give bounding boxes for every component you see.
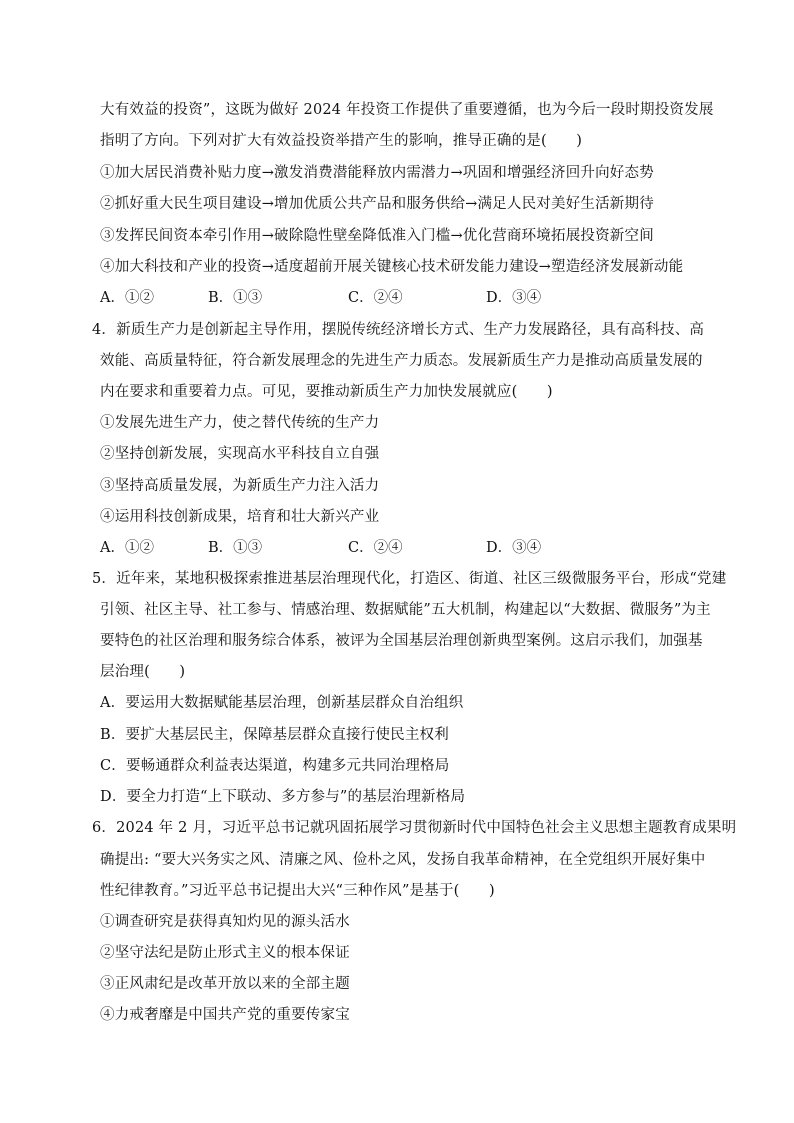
q4-stem-line: 内在要求和重要着力点。可见，要推动新质生产力加快发展就应( ): [100, 384, 553, 400]
q5-stem-line: 5．近年来，某地积极探索推进基层治理现代化，打造区、街道、社区三级微服务平台，形成“党建: [92, 571, 727, 587]
q4-choices: [100, 538, 660, 558]
q3-statement: ②抓好重大民生项目建设→增加优质公共产品和服务供给→满足人民对美好生活新期待: [100, 196, 654, 212]
q6-statement: ②坚守法纪是防止形式主义的根本保证: [100, 945, 350, 961]
q6-statement: ①调查研究是获得真知灼见的源头活水: [100, 914, 350, 930]
choice-c[interactable]: C．②④: [348, 540, 403, 556]
q3-statement: ①加大居民消费补贴力度→激发消费潜能释放内需潜力→巩固和增强经济回升向好态势: [100, 165, 654, 181]
q3-statement: ④加大科技和产业的投资→适度超前开展关键核心技术研发能力建设→塑造经济发展新动能: [100, 259, 684, 275]
q3-stem-line: 指明了方向。下列对扩大有效益投资举措产生的影响，推导正确的是( ): [100, 133, 583, 149]
q5-stem-line: 层治理( ): [100, 664, 186, 680]
choice-d[interactable]: D．要全力打造“上下联动、多方参与”的基层治理新格局: [100, 789, 466, 805]
q3-choices: [100, 288, 660, 308]
choice-d[interactable]: D．③④: [486, 540, 542, 556]
choice-a[interactable]: A．①②: [100, 540, 154, 556]
q4-stem-line: 4．新质生产力是创新起主导作用，摆脱传统经济增长方式、生产力发展路径，具有高科技、高: [92, 322, 705, 338]
q4-statement: ②坚持创新发展，实现高水平科技自立自强: [100, 446, 380, 462]
choice-b[interactable]: B．要扩大基层民主，保障基层群众直接行使民主权利: [100, 727, 449, 743]
q5-stem-line: 要特色的社区治理和服务综合体系，被评为全国基层治理创新典型案例。这启示我们，加强基: [100, 633, 703, 649]
choice-b[interactable]: B．①③: [208, 540, 263, 556]
choice-c[interactable]: C．②④: [348, 290, 403, 306]
q6-stem-line: 6．2024 年 2 月，习近平总书记就巩固拓展学习贯彻新时代中国特色社会主义思想主题教育成果明: [92, 820, 737, 836]
q3-stem-line: 大有效益的投资”，这既为做好 2024 年投资工作提供了重要遵循，也为今后一段时期投资发展: [100, 102, 714, 118]
choice-a[interactable]: A．要运用大数据赋能基层治理，创新基层群众自治组织: [100, 695, 464, 711]
q6-statement: ③正风肃纪是改革开放以来的全部主题: [100, 976, 350, 992]
q5-stem-line: 引领、社区主导、社工参与、情感治理、数据赋能”五大机制，构建起以“大数据、微服务”为主: [100, 602, 711, 618]
q4-statement: ④运用科技创新成果，培育和壮大新兴产业: [100, 509, 380, 525]
q6-stem-line: 性纪律教育。”习近平总书记提出大兴“三种作风”是基于( ): [100, 883, 495, 899]
choice-a[interactable]: A．①②: [100, 290, 154, 306]
choice-c[interactable]: C．要畅通群众利益表达渠道，构建多元共同治理格局: [100, 758, 450, 774]
choice-b[interactable]: B．①③: [208, 290, 263, 306]
q4-statement: ③坚持高质量发展，为新质生产力注入活力: [100, 478, 380, 494]
q4-stem-line: 效能、高质量特征，符合新发展理念的先进生产力质态。发展新质生产力是推动高质量发展的: [100, 353, 703, 369]
q3-statement: ③发挥民间资本牵引作用→破除隐性壁垒降低准入门槛→优化营商环境拓展投资新空间: [100, 228, 654, 244]
choice-d[interactable]: D．③④: [486, 290, 542, 306]
q6-stem-line: 确提出: “要大兴务实之风、清廉之风、俭朴之风，发扬自我革命精神，在全党组织开展好集中: [100, 852, 706, 868]
q6-statement: ④力戒奢靡是中国共产党的重要传家宝: [100, 1007, 350, 1023]
q4-statement: ①发展先进生产力，使之替代传统的生产力: [100, 415, 380, 431]
